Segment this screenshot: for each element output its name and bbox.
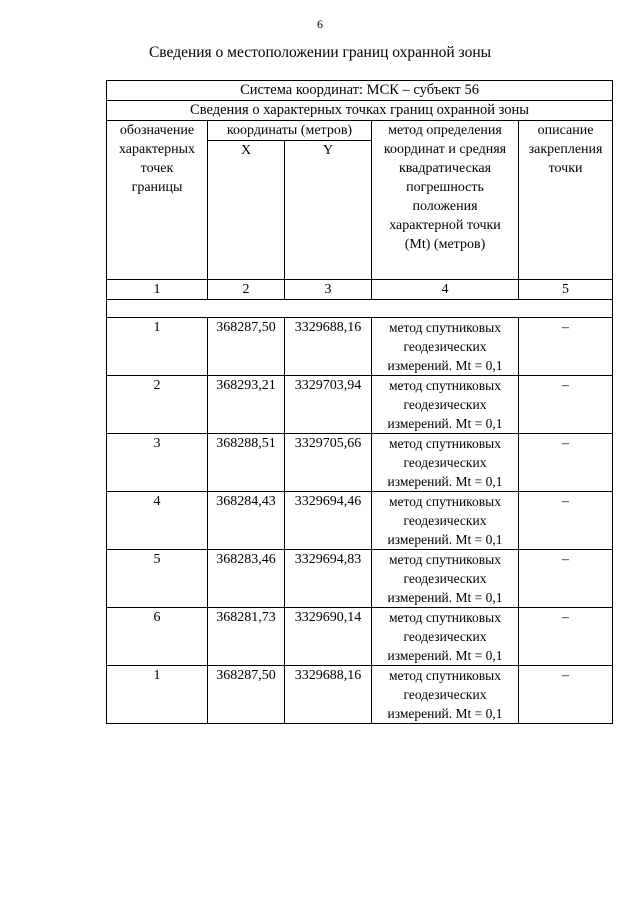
header-description-line: точки <box>548 161 583 176</box>
header-designation-line: точек <box>140 161 174 176</box>
document-title: Сведения о местоположении границ охранной зоны <box>148 44 492 61</box>
header-method-line: погрешность <box>406 180 484 195</box>
table-row <box>107 550 613 608</box>
method-line: метод спутниковых <box>389 610 501 625</box>
header-designation-line: границы <box>131 180 183 195</box>
coordinate-system-cell: Система координат: МСК – субъект 56 <box>107 81 613 101</box>
header-method-line: (Mt) (метров) <box>404 237 486 252</box>
column-number: 1 <box>107 280 208 300</box>
method-line: геодезических <box>403 513 487 528</box>
method-line: метод спутниковых <box>389 378 501 393</box>
table-row <box>107 376 613 434</box>
method-line: геодезических <box>403 687 487 702</box>
method-line: метод спутниковых <box>389 668 501 683</box>
method-line: измерений. Mt = 0,1 <box>387 532 503 547</box>
boundary-points-table <box>106 80 613 724</box>
method-line: геодезических <box>403 571 487 586</box>
method-cell <box>372 434 519 492</box>
point-id-cell: 2 <box>107 376 208 434</box>
method-line: метод спутниковых <box>389 494 501 509</box>
point-id-cell: 1 <box>107 666 208 724</box>
x-coordinate-cell: 368283,46 <box>208 550 285 608</box>
header-description <box>519 121 613 280</box>
y-coordinate-cell: 3329688,16 <box>285 666 372 724</box>
method-line: метод спутниковых <box>389 436 501 451</box>
method-cell <box>372 318 519 376</box>
header-x: X <box>208 141 285 280</box>
description-cell: – <box>519 434 613 492</box>
page-number: 6 <box>317 17 323 31</box>
header-method-line: положения <box>412 199 478 214</box>
point-id-cell: 5 <box>107 550 208 608</box>
method-cell <box>372 492 519 550</box>
header-description-line: описание <box>537 123 594 138</box>
method-line: измерений. Mt = 0,1 <box>387 648 503 663</box>
header-method <box>372 121 519 280</box>
header-designation-line: характерных <box>118 142 196 157</box>
method-cell <box>372 608 519 666</box>
y-coordinate-cell: 3329705,66 <box>285 434 372 492</box>
point-id-cell: 3 <box>107 434 208 492</box>
header-description-line: закрепления <box>528 142 603 157</box>
x-coordinate-cell: 368288,51 <box>208 434 285 492</box>
method-line: геодезических <box>403 397 487 412</box>
point-id-cell: 6 <box>107 608 208 666</box>
table-row <box>107 666 613 724</box>
y-coordinate-cell: 3329694,46 <box>285 492 372 550</box>
column-number: 4 <box>372 280 519 300</box>
table-row <box>107 434 613 492</box>
method-line: измерений. Mt = 0,1 <box>387 590 503 605</box>
x-coordinate-cell: 368281,73 <box>208 608 285 666</box>
description-cell: – <box>519 492 613 550</box>
description-cell: – <box>519 376 613 434</box>
y-coordinate-cell: 3329703,94 <box>285 376 372 434</box>
method-cell <box>372 376 519 434</box>
column-number: 5 <box>519 280 613 300</box>
x-coordinate-cell: 368293,21 <box>208 376 285 434</box>
y-coordinate-cell: 3329688,16 <box>285 318 372 376</box>
header-method-line: метод определения <box>388 123 502 138</box>
section-title-cell: Сведения о характерных точках границ охранной зоны <box>107 101 613 121</box>
point-id-cell: 1 <box>107 318 208 376</box>
x-coordinate-cell: 368287,50 <box>208 666 285 724</box>
method-cell <box>372 666 519 724</box>
column-number: 2 <box>208 280 285 300</box>
table-row <box>107 492 613 550</box>
header-method-line: характерной точки <box>389 218 501 233</box>
table-row <box>107 318 613 376</box>
y-coordinate-cell: 3329690,14 <box>285 608 372 666</box>
description-cell: – <box>519 666 613 724</box>
method-line: метод спутниковых <box>389 320 501 335</box>
spacer-row <box>107 300 613 318</box>
header-designation <box>107 121 208 280</box>
method-line: измерений. Mt = 0,1 <box>387 474 503 489</box>
method-line: геодезических <box>403 629 487 644</box>
header-method-line: квадратическая <box>398 161 492 176</box>
method-line: метод спутниковых <box>389 552 501 567</box>
x-coordinate-cell: 368287,50 <box>208 318 285 376</box>
point-id-cell: 4 <box>107 492 208 550</box>
x-coordinate-cell: 368284,43 <box>208 492 285 550</box>
header-y: Y <box>285 141 372 280</box>
method-line: измерений. Mt = 0,1 <box>387 416 503 431</box>
method-line: измерений. Mt = 0,1 <box>387 358 503 373</box>
method-cell <box>372 550 519 608</box>
description-cell: – <box>519 608 613 666</box>
method-line: геодезических <box>403 455 487 470</box>
y-coordinate-cell: 3329694,83 <box>285 550 372 608</box>
method-line: геодезических <box>403 339 487 354</box>
table-row <box>107 608 613 666</box>
header-coordinates: координаты (метров) <box>208 121 372 141</box>
description-cell: – <box>519 550 613 608</box>
description-cell: – <box>519 318 613 376</box>
column-number: 3 <box>285 280 372 300</box>
method-line: измерений. Mt = 0,1 <box>387 706 503 721</box>
header-designation-line: обозначение <box>119 123 195 138</box>
header-method-line: координат и средняя <box>383 142 507 157</box>
